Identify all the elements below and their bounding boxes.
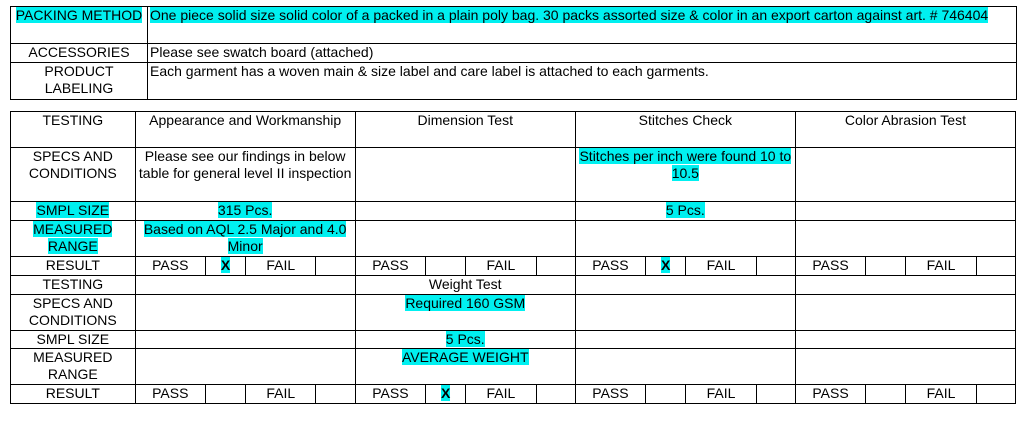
row-label-smpl	[11, 202, 136, 221]
test-cell-measured	[355, 221, 575, 257]
test-cell-measured-text: AVERAGE WEIGHT	[401, 349, 529, 365]
test-cell-smpl	[355, 331, 575, 349]
table-row	[11, 221, 1016, 257]
test-cell-smpl	[575, 202, 795, 221]
fail-mark-cell	[976, 385, 1015, 404]
row-label-measured: MEASURED RANGE	[11, 349, 136, 385]
pass-check-mark: X	[440, 385, 451, 401]
fail-label: FAIL	[246, 385, 316, 404]
row-label-measured	[11, 221, 136, 257]
test-cell-smpl	[575, 331, 795, 349]
accessories-text: Please see swatch board (attached)	[148, 44, 1017, 63]
fail-mark-cell	[756, 257, 795, 276]
row-label-testing: TESTING	[11, 112, 136, 148]
fail-label: FAIL	[686, 257, 756, 276]
fail-mark-cell	[756, 385, 795, 404]
fail-label: FAIL	[246, 257, 316, 276]
pass-mark-cell	[205, 385, 245, 404]
pass-label: PASS	[575, 385, 645, 404]
test-cell-measured	[355, 349, 575, 385]
pass-check-mark: X	[220, 257, 231, 273]
fail-label: FAIL	[906, 385, 976, 404]
table-row	[11, 257, 1016, 276]
test-cell-measured	[795, 349, 1015, 385]
pass-label: PASS	[135, 257, 205, 276]
test-cell-measured	[135, 349, 355, 385]
pass-label: PASS	[355, 385, 425, 404]
product-labeling-text: Each garment has a woven main & size label and care label is attached to each garments.	[148, 63, 1017, 100]
table-row	[11, 276, 1016, 295]
test-cell-specs: Please see our findings in below table for general level II inspection	[135, 148, 355, 202]
pass-mark-cell	[646, 257, 686, 276]
pass-label: PASS	[135, 385, 205, 404]
table-row	[11, 112, 1016, 148]
pass-label: PASS	[355, 257, 425, 276]
test-cell-specs	[135, 295, 355, 331]
test-cell-specs	[795, 148, 1015, 202]
test-cell-specs	[575, 148, 795, 202]
row-label-measured-text: MEASURED RANGE	[33, 221, 113, 254]
pass-mark-cell	[426, 257, 466, 276]
test-cell-specs	[355, 148, 575, 202]
test-cell-measured	[575, 221, 795, 257]
pass-mark-cell	[866, 385, 906, 404]
fail-label: FAIL	[466, 257, 536, 276]
pass-label: PASS	[795, 385, 865, 404]
test-cell-measured-text: Based on AQL 2.5 Major and 4.0 Minor	[143, 221, 347, 254]
test-cell-tests	[575, 276, 795, 295]
fail-mark-cell	[976, 257, 1015, 276]
pass-check-mark: X	[661, 257, 671, 273]
table-row	[11, 385, 1016, 404]
test-cell-tests: Appearance and Workmanship	[135, 112, 355, 148]
test-cell-measured	[795, 221, 1015, 257]
fail-mark-cell	[316, 257, 355, 276]
test-cell-measured	[575, 349, 795, 385]
row-label-result: RESULT	[11, 385, 136, 404]
accessories-label: ACCESSORIES	[11, 44, 148, 63]
test-cell-smpl	[135, 331, 355, 349]
test-cell-tests: Stitches Check	[575, 112, 795, 148]
packing-info-table	[10, 6, 1017, 100]
fail-label: FAIL	[686, 385, 756, 404]
row-label-smpl-text: SMPL SIZE	[36, 202, 110, 218]
test-cell-specs-text: Required 160 GSM	[405, 295, 526, 311]
test-cell-smpl-text: 315 Pcs.	[217, 202, 273, 218]
test-cell-smpl	[795, 202, 1015, 221]
packing-method-text: One piece solid size solid color of a packed in a plain poly bag. 30 packs assorted size & color in an export carton against art. # 746404	[150, 7, 989, 23]
row-label-specs: SPECS AND CONDITIONS	[11, 295, 136, 331]
fail-mark-cell	[536, 257, 575, 276]
test-cell-specs	[575, 295, 795, 331]
fail-label: FAIL	[906, 257, 976, 276]
table-row	[11, 295, 1016, 331]
test-cell-smpl	[795, 331, 1015, 349]
test-cell-specs	[795, 295, 1015, 331]
test-cell-smpl	[355, 202, 575, 221]
pass-mark-cell	[426, 385, 466, 404]
test-cell-specs	[355, 295, 575, 331]
test-cell-specs-text: Stitches per inch were found 10 to 10.5	[579, 148, 792, 181]
fail-label: FAIL	[466, 385, 536, 404]
fail-mark-cell	[536, 385, 575, 404]
row-label-smpl: SMPL SIZE	[11, 331, 136, 349]
packing-method-label-cell	[11, 7, 148, 44]
table-row	[11, 349, 1016, 385]
pass-label: PASS	[795, 257, 865, 276]
test-cell-tests	[795, 276, 1015, 295]
test-cell-smpl-text: 5 Pcs.	[665, 202, 705, 218]
packing-method-label: PACKING METHOD	[15, 7, 143, 23]
test-cell-tests	[135, 276, 355, 295]
pass-mark-cell	[646, 385, 686, 404]
test-cell-smpl-text: 5 Pcs.	[445, 331, 485, 347]
testing-table	[10, 111, 1016, 404]
test-cell-tests: Color Abrasion Test	[795, 112, 1015, 148]
product-labeling-label: PRODUCT LABELING	[11, 63, 148, 100]
table-row	[11, 331, 1016, 349]
packing-method-text-cell	[148, 7, 1017, 44]
pass-label: PASS	[575, 257, 645, 276]
test-cell-measured	[135, 221, 355, 257]
fail-mark-cell	[316, 385, 355, 404]
row-label-testing: TESTING	[11, 276, 136, 295]
test-cell-smpl	[135, 202, 355, 221]
table-row	[11, 148, 1016, 202]
table-row	[11, 202, 1016, 221]
pass-mark-cell	[205, 257, 245, 276]
pass-mark-cell	[866, 257, 906, 276]
test-cell-tests: Dimension Test	[355, 112, 575, 148]
test-cell-tests: Weight Test	[355, 276, 575, 295]
row-label-result: RESULT	[11, 257, 136, 276]
row-label-specs: SPECS AND CONDITIONS	[11, 148, 136, 202]
